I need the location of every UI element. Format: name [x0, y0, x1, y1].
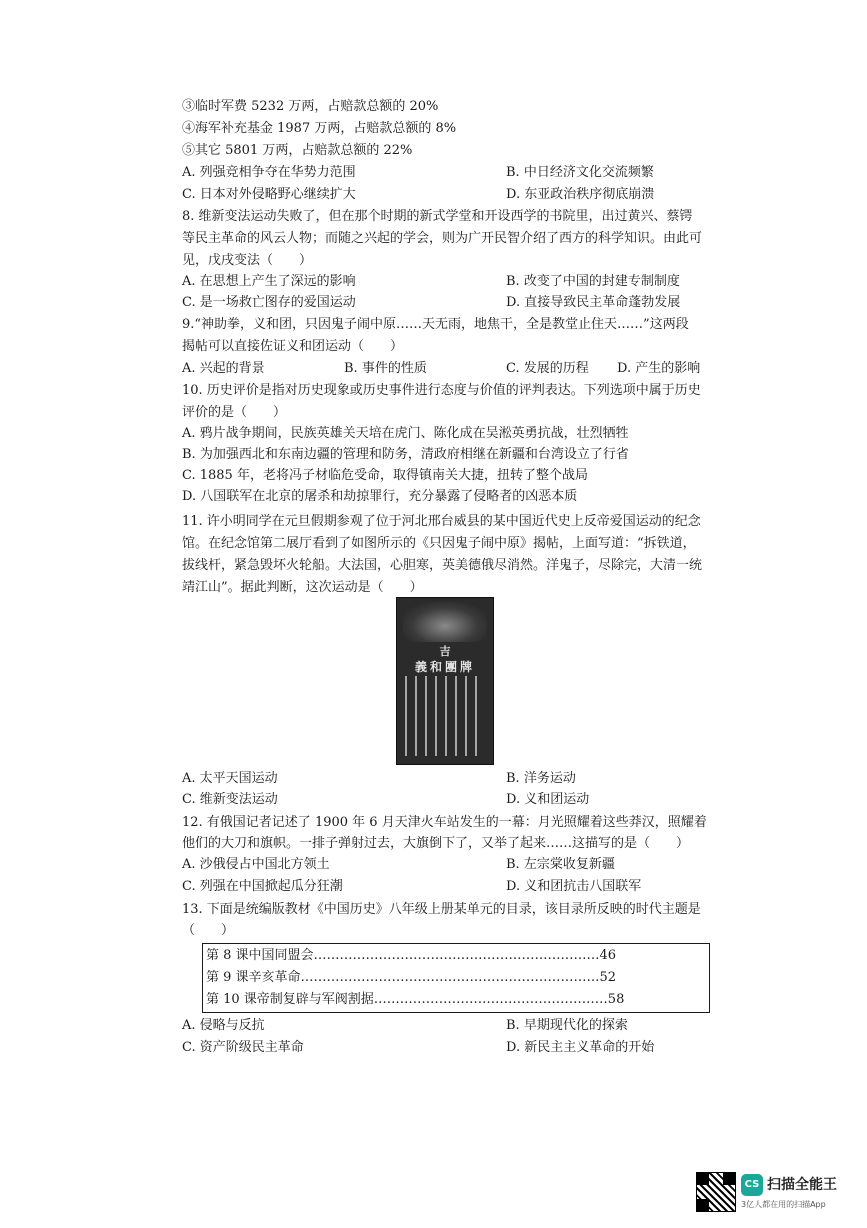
q13-option-d: D. 新民主主义革命的开始	[506, 1040, 655, 1055]
q10-option-d: D. 八国联军在北京的屠杀和劫掠罪行，充分暴露了侵略者的凶恶本质	[182, 489, 578, 504]
q12-option-c: C. 列强在中国掀起瓜分狂潮	[182, 879, 343, 894]
q12-option-a: A. 沙俄侵占中国北方领土	[182, 857, 330, 872]
q7-option-d: D. 东亚政治秩序彻底崩溃	[506, 187, 655, 202]
text-line: ⑤其它 5801 万两，占赔款总额的 22%	[182, 143, 413, 158]
poster-title: 義和團牌	[414, 660, 475, 674]
q8-option-b: B. 改变了中国的封建专制制度	[506, 274, 680, 289]
toc-entry: 第 10 课帝制复辟与军阀割据………………………………………………58	[206, 992, 625, 1007]
poster-top-text: 吉	[439, 645, 451, 658]
q7-option-a: A. 列强竞相争夺在华势力范围	[182, 165, 356, 180]
q12-stem: 12. 有俄国记者记述了 1900 年 6 月天津火车站发生的一幕：月光照耀着这些莽汉，照耀着	[182, 815, 707, 830]
q9-option-d: D. 产生的影响	[617, 361, 701, 376]
q13-option-a: A. 侵略与反抗	[182, 1018, 265, 1033]
toc-entry: 第 8 课中国同盟会…………………………………………………………46	[206, 948, 617, 963]
q11-option-b: B. 洋务运动	[506, 771, 576, 786]
q9-option-c: C. 发展的历程	[506, 361, 589, 376]
q7-option-b: B. 中日经济文化交流频繁	[506, 165, 654, 180]
boxer-poster-image	[396, 597, 494, 765]
q8-option-a: A. 在思想上产生了深远的影响	[182, 274, 356, 289]
q11-option-c: C. 维新变法运动	[182, 792, 278, 807]
q13-option-c: C. 资产阶级民主革命	[182, 1040, 304, 1055]
q11-stem: 拔线杆，紧急毁坏火轮船。大法国，心胆寒，英美德俄尽消然。洋鬼子，尽除完，大清一统	[182, 558, 703, 573]
q12-stem: 他们的大刀和旗帜。一排子弹射过去，大旗倒下了，又举了起来……这描写的是（ ）	[182, 836, 690, 851]
text-line: ④海军补充基金 1987 万两，占赔款总额的 8%	[182, 121, 457, 136]
q10-stem: 10. 历史评价是指对历史现象或历史事件进行态度与价值的评判表达。下列选项中属于历史	[182, 383, 701, 398]
q13-option-b: B. 早期现代化的探索	[506, 1018, 628, 1033]
qr-code-icon	[696, 1172, 736, 1212]
q9-option-b: B. 事件的性质	[344, 361, 427, 376]
q10-stem: 评价的是（ ）	[182, 405, 287, 420]
lion-head-emblem	[403, 602, 487, 642]
q9-stem: 9.“神助拳，义和团，只因鬼子闹中原……天无雨，地焦干，全是教堂止住天……”这两段	[182, 317, 689, 332]
q13-stem: 13. 下面是统编版教材《中国历史》八年级上册某单元的目录，该目录所反映的时代主题是	[182, 902, 701, 917]
q9-option-a: A. 兴起的背景	[182, 361, 265, 376]
q13-stem: （ ）	[182, 923, 235, 938]
q10-option-b: B. 为加强西北和东南边疆的管理和防务，清政府相继在新疆和台湾设立了行省	[182, 447, 629, 462]
q12-option-d: D. 义和团抗击八国联军	[506, 879, 642, 894]
poster-text-columns	[405, 676, 485, 756]
q7-option-c: C. 日本对外侵略野心继续扩大	[182, 187, 356, 202]
table-of-contents-box	[202, 943, 710, 1013]
q11-stem: 馆。在纪念馆第二展厅看到了如图所示的《只因鬼子闹中原》揭帖，上面写道：“拆铁道，	[182, 536, 696, 551]
q8-stem: 8. 维新变法运动失败了，但在那个时期的新式学堂和开设西学的书院里，出过黄兴、蔡锷	[182, 209, 693, 224]
camscanner-app-name: 扫描全能王	[767, 1177, 837, 1193]
q8-option-c: C. 是一场救亡图存的爱国运动	[182, 295, 356, 310]
q9-stem: 揭帖可以直接佐证义和团运动（ ）	[182, 339, 404, 354]
q10-option-c: C. 1885 年，老将冯子材临危受命，取得镇南关大捷，扭转了整个战局	[182, 468, 588, 483]
q11-option-a: A. 太平天国运动	[182, 771, 278, 786]
q8-stem: 见，戊戌变法（ ）	[182, 253, 313, 268]
q12-option-b: B. 左宗棠收复新疆	[506, 857, 615, 872]
camscanner-logo-icon: CS	[741, 1174, 763, 1196]
camscanner-tagline: 3亿人都在用的扫描App	[741, 1200, 826, 1209]
q10-option-a: A. 鸦片战争期间，民族英雄关天培在虎门、陈化成在吴淞英勇抗战，壮烈牺牲	[182, 426, 629, 441]
q8-option-d: D. 直接导致民主革命蓬勃发展	[506, 295, 681, 310]
text-line: ③临时军费 5232 万两，占赔款总额的 20%	[182, 99, 439, 114]
q11-stem: 靖江山”。据此判断，这次运动是（ ）	[182, 580, 423, 595]
toc-entry: 第 9 课辛亥革命……………………………………………………………52	[206, 970, 617, 985]
q11-option-d: D. 义和团运动	[506, 792, 590, 807]
q8-stem: 等民主革命的风云人物；而随之兴起的学会，则为广开民智介绍了西方的科学知识。由此可	[182, 231, 703, 246]
q11-stem: 11. 许小明同学在元旦假期参观了位于河北邢台威县的某中国近代史上反帝爱国运动的纪念	[182, 514, 701, 529]
